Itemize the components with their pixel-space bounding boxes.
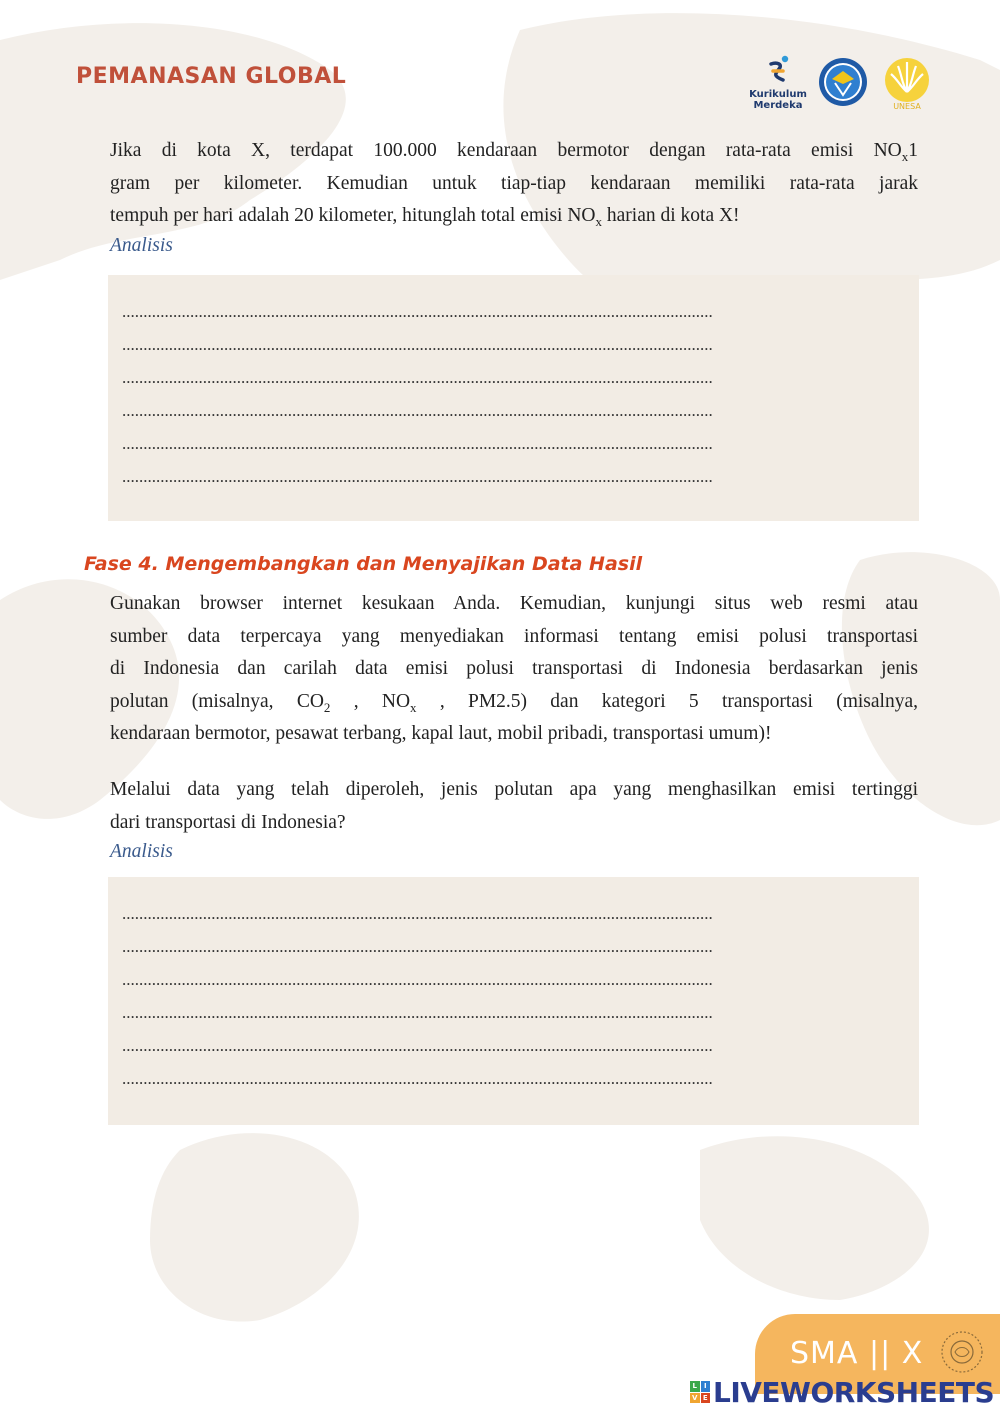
section4-question-line1: Melalui data yang telah diperoleh, jenis polutan apa yang menghasilkan emisi tertinggi [110,779,918,800]
analysis-label: Analisis [110,841,173,862]
answer-line[interactable]: ........................................................................................................................................... [122,335,713,354]
merdeka-text: Merdeka [753,100,803,111]
answer-line[interactable]: ........................................................................................................................................... [122,1036,713,1055]
unesa-logo [880,56,934,110]
unesa-label: UNESA [893,102,921,110]
answer-line[interactable]: ........................................................................................................................................... [122,1069,713,1088]
section4-line3: di Indonesia dan carilah data emisi polusi transportasi di Indonesia berdasarkan jenis [110,658,918,679]
section4-line1: Gunakan browser internet kesukaan Anda. Kemudian, kunjungi situs web resmi atau [110,593,918,614]
answer-box[interactable] [108,275,919,521]
kurikulum-text: Kurikulum [749,89,807,100]
question1-line2: gram per kilometer. Kemudian untuk tiap-tiap kendaraan memiliki rata-rata jarak [110,172,918,194]
logo-group [746,54,946,112]
header-title: PEMANASAN GLOBAL [76,64,347,89]
answer-line[interactable]: ........................................................................................................................................... [122,434,713,453]
liveworksheets-text: LIVEWORKSHEETS [713,1375,995,1409]
question1-line3: tempuh per hari adalah 20 kilometer, hitunglah total emisi $NO_x$ harian di kota X! [110,205,740,229]
answer-line[interactable]: ........................................................................................................................................... [122,368,713,387]
answer-line[interactable]: ........................................................................................................................................... [122,904,713,923]
kurikulum-merdeka-logo [746,54,810,110]
answer-line[interactable]: ........................................................................................................................................... [122,467,713,486]
section4-line5: kendaraan bermotor, pesawat terbang, kapal laut, mobil pribadi, transportasi umum)! [110,723,772,744]
question1-text [110,135,918,233]
answer-line[interactable]: ........................................................................................................................................... [122,401,713,420]
liveworksheets-brand[interactable] [690,1374,994,1410]
answer-line[interactable]: ........................................................................................................................................... [122,1003,713,1022]
section-heading: Fase 4. Mengembangkan dan Menyajikan Data Hasil [84,553,643,575]
seal-icon [938,1328,986,1376]
analysis-label: Analisis [110,235,173,256]
tut-wuri-handayani-logo [818,57,868,107]
answer-line[interactable]: ........................................................................................................................................... [122,970,713,989]
section4-paragraph [110,588,918,751]
kurikulum-merdeka-icon [763,54,793,84]
section4-line4: polutan (misalnya, $CO_2$ , $NO_x$ , PM2.5) dan kategori 5 transportasi (misalnya, [110,690,918,715]
answer-line[interactable]: ........................................................................................................................................... [122,937,713,956]
grade-badge-text: SMA || X [790,1336,924,1371]
section4-line2: sumber data terpercaya yang menyediakan informasi tentang emisi polusi transportasi [110,625,918,647]
question1-line1: Jika di kota X, terdapat 100.000 kendaraan bermotor dengan rata-rata emisi $NO_x1$ [110,140,918,164]
section4-question-line2: dari transportasi di Indonesia? [110,811,346,833]
liveworksheets-icon: L I V E [690,1381,710,1403]
answer-line[interactable]: ........................................................................................................................................... [122,302,713,321]
section4-question [110,774,918,839]
answer-box[interactable] [108,877,919,1125]
